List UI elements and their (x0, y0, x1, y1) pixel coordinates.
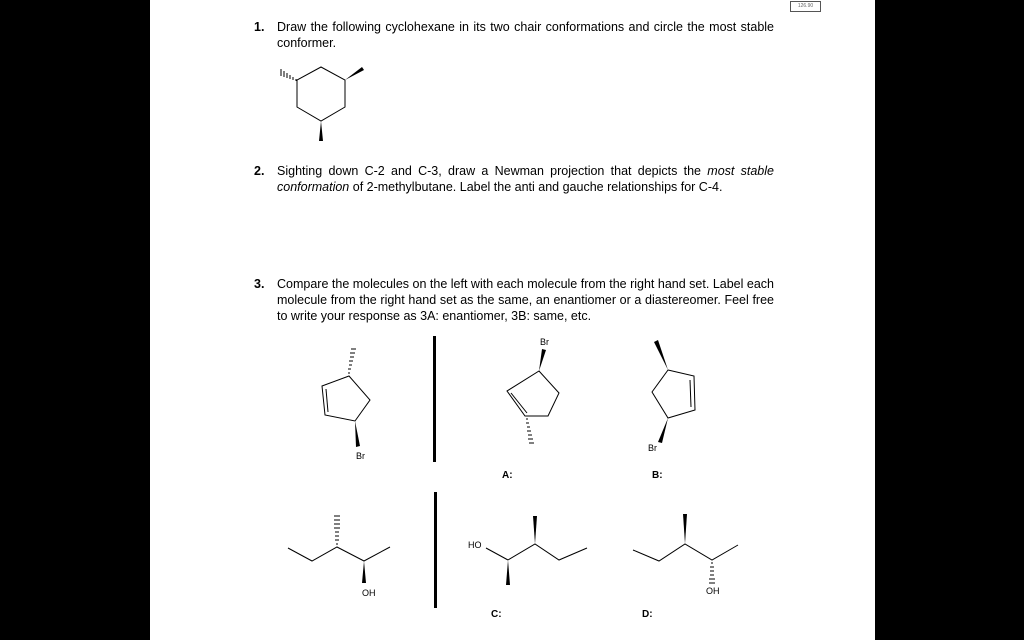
hashed-bond (526, 419, 534, 443)
question-2-text: Sighting down C-2 and C-3, draw a Newman projection that depicts the most stable conformation of 2-methylbutane. Label the anti and gauche relationships for C-4. (277, 164, 774, 194)
page-id-tag: 126.90 (790, 1, 821, 12)
molecule-c (468, 516, 587, 585)
hashed-bond (334, 516, 340, 544)
wedge-bond (506, 560, 510, 585)
wedge-bond (658, 418, 668, 443)
molecule-d (633, 514, 738, 596)
molecule-c-atom-label: HO (468, 540, 482, 550)
molecule-a-atom-label: Br (540, 337, 549, 347)
question-2-number: 2. (254, 164, 265, 178)
question-3-number: 3. (254, 277, 265, 291)
molecule-b-atom-label: Br (648, 443, 657, 453)
ref-acyclic-bottom (288, 516, 390, 598)
wedge-bond (683, 514, 687, 544)
molecule-drawings (150, 0, 875, 640)
label-a: A: (502, 470, 513, 481)
label-b: B: (652, 470, 663, 481)
wedge-bond (355, 421, 360, 447)
molecule-a (507, 337, 559, 443)
divider-line-bottom (434, 492, 437, 608)
molecule-d-atom-label: OH (706, 586, 720, 596)
question-1-text: Draw the following cyclohexane in its two chair conformations and circle the most stable conformer. (277, 20, 774, 50)
ref-top-atom-label: Br (356, 451, 365, 461)
ref-cyclopentene-top (322, 349, 370, 461)
wedge-bond (533, 516, 537, 544)
divider-line-top (433, 336, 436, 462)
hashed-bond (348, 349, 356, 373)
label-d: D: (642, 609, 653, 620)
wedge-bond (319, 121, 323, 141)
wedge-bond (654, 340, 668, 370)
hashed-bond (709, 563, 715, 583)
wedge-bond (345, 67, 364, 80)
wedge-bond (362, 561, 366, 583)
worksheet-page (150, 0, 875, 640)
question-1-number: 1. (254, 20, 265, 34)
ref-bottom-atom-label: OH (362, 588, 376, 598)
q1-cyclohexane (281, 67, 364, 141)
label-c: C: (491, 609, 502, 620)
hashed-bond (281, 69, 296, 81)
molecule-b (648, 340, 695, 453)
wedge-bond (539, 349, 546, 371)
question-3-text: Compare the molecules on the left with each molecule from the right hand set. Label each molecule from the right hand set as the same, an enantiomer or a diastereomer. Feel free to write your response as 3A: enantiomer, 3B: same, etc. (277, 277, 774, 323)
